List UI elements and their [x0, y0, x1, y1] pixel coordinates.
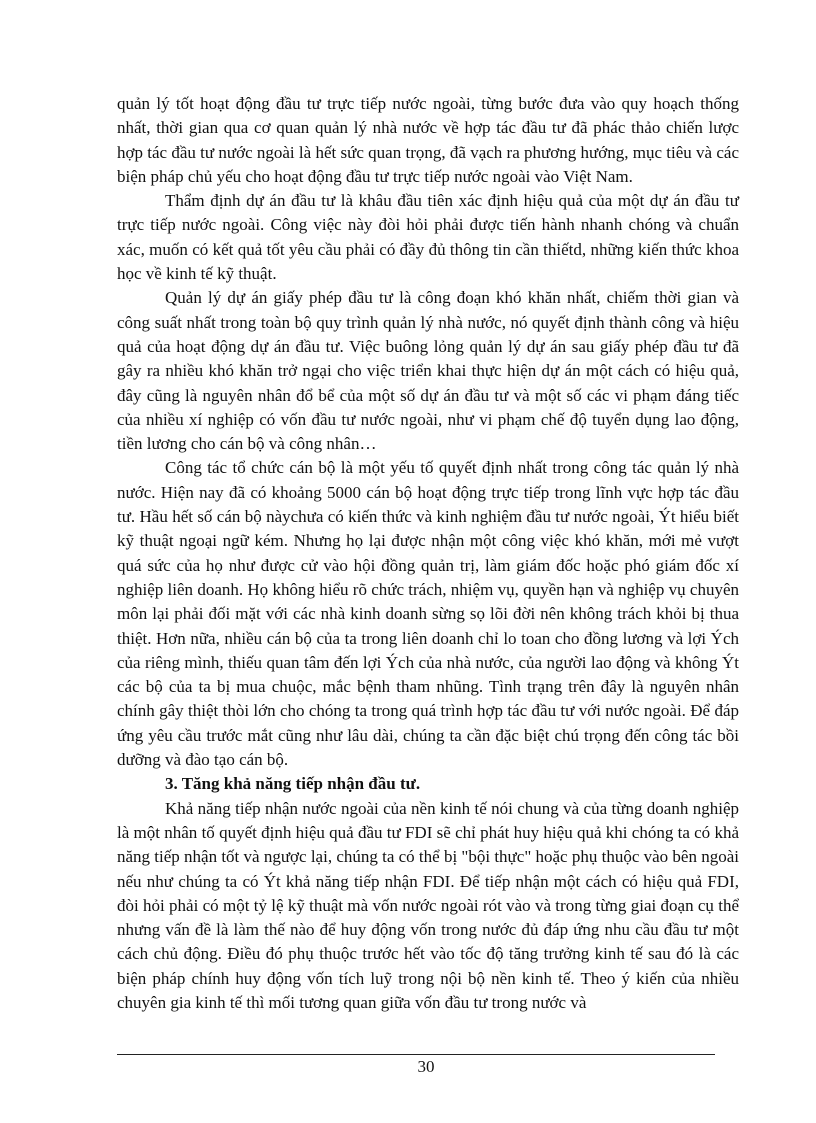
paragraph-2: Thẩm định dự án đầu tư là khâu đầu tiên xác định hiệu quả của một dự án đầu tư trực tiếp nước ngoài. Công việc này đòi hỏi phải được tiến hành nhanh chóng và chuẩn xác, muốn có kết quả tốt yêu cầu phải có đầy đủ thông tin cần thiếtd, những kiến thức khoa học về kinh tế kỹ thuật. — [117, 191, 739, 284]
paragraph-5: Khả năng tiếp nhận nước ngoài của nền kinh tế nói chung và của từng doanh nghiệp là một nhân tố quyết định hiệu quả đầu tư FDI sẽ chỉ phát huy hiệu quả khi chóng ta có khả năng tiếp nhận tốt và ngược lại, chúng ta có thể bị "bội thực" hoặc phụ thuộc vào bên ngoài nếu như chúng ta có Ýt khả năng tiếp nhận FDI. Để tiếp nhận một cách có hiệu quả FDI, đòi hỏi phải có một tỷ lệ kỹ thuật mà vốn nước ngoài rót vào và trong từng giai đoạn cụ thể nhưng vấn đề là làm thế nào để huy động vốn trong nước đủ đáp ứng nhu cầu đầu tư một cách chủ động. Điều đó phụ thuộc trước hết vào tốc độ tăng trưởng kinh tế sau đó là các biện pháp chính huy động vốn tích luỹ trong nội bộ nền kinh tế. Theo ý kiến của nhiều chuyên gia kinh tế thì mối tương quan giữa vốn đầu tư trong nước và — [117, 798, 739, 1012]
paragraph-1: quản lý tốt hoạt động đầu tư trực tiếp nước ngoài, từng bước đưa vào quy hoạch thống nhất, thời gian qua cơ quan quản lý nhà nước về hợp tác đầu tư đã phác thảo chiến lược hợp tác đầu tư nước ngoài là hết sức quan trọng, đã vạch ra phương hướng, mục tiêu và các biện pháp chủ yếu cho hoạt động đầu tư trực tiếp nước ngoài vào Việt Nam. — [117, 94, 739, 186]
footer-rule — [117, 1054, 715, 1055]
paragraph-3: Quản lý dự án giấy phép đầu tư là công đoạn khó khăn nhất, chiếm thời gian và công suất nhất trong toàn bộ quy trình quản lý nhà nước, nó quyết định thành công và hiệu quả của hoạt động dự án đầu tư. Việc buông lỏng quản lý dự án sau giấy phép đầu tư đã gây ra nhiều khó khăn trở ngại cho việc triển khai thực hiện dự án một cách có hiệu quả, đây cũng là nguyên nhân đổ bể của một số dự án đầu tư và một số các vi phạm đáng tiếc của nhiều xí nghiệp có vốn đầu tư nước ngoài, như vi phạm chế độ tuyển dụng lao động, tiền lương cho cán bộ và công nhân… — [117, 288, 739, 454]
page-number: 30 — [417, 1057, 435, 1076]
document-body — [117, 92, 739, 1015]
paragraph-4: Công tác tổ chức cán bộ là một yếu tố quyết định nhất trong công tác quản lý nhà nước. Hiện nay đã có khoảng 5000 cán bộ hoạt động trực tiếp trong lĩnh vực hợp tác đầu tư. Hầu hết số cán bộ nàychưa có kiến thức và kinh nghiệm đầu tư nước ngoài, Ýt hiểu biết kỹ thuật ngoại ngữ kém. Nhưng họ lại được nhận một công việc khó khăn, mới mẻ vượt quá sức của họ như được cử vào hội đồng quản trị, làm giám đốc hoặc phó giám đốc xí nghiệp liên doanh. Họ không hiểu rõ chức trách, nhiệm vụ, quyền hạn và nghiệp vụ chuyên môn lại phải đối mặt với các nhà kinh doanh sừng sọ lõi đời nên không trách khỏi bị thua thiệt. Hơn nữa, nhiều cán bộ của ta trong liên doanh chỉ lo toan cho đồng lương và lợi Ých của riêng mình, thiếu quan tâm đến lợi Ých của nhà nước, của người lao động và không Ýt các bộ của ta bị mua chuộc, mắc bệnh tham nhũng. Tình trạng trên đây là nguyên nhân chính gây thiệt thòi lớn cho chóng ta trong quá trình hợp tác đầu tư với nước ngoài. Để đáp ứng yêu cầu trước mắt cũng như lâu dài, chúng ta cần đặc biệt chú trọng đến công tác bồi dưỡng và đào tạo cán bộ. — [117, 458, 739, 770]
section-heading: 3. Tăng khả năng tiếp nhận đầu tư. — [165, 774, 421, 794]
